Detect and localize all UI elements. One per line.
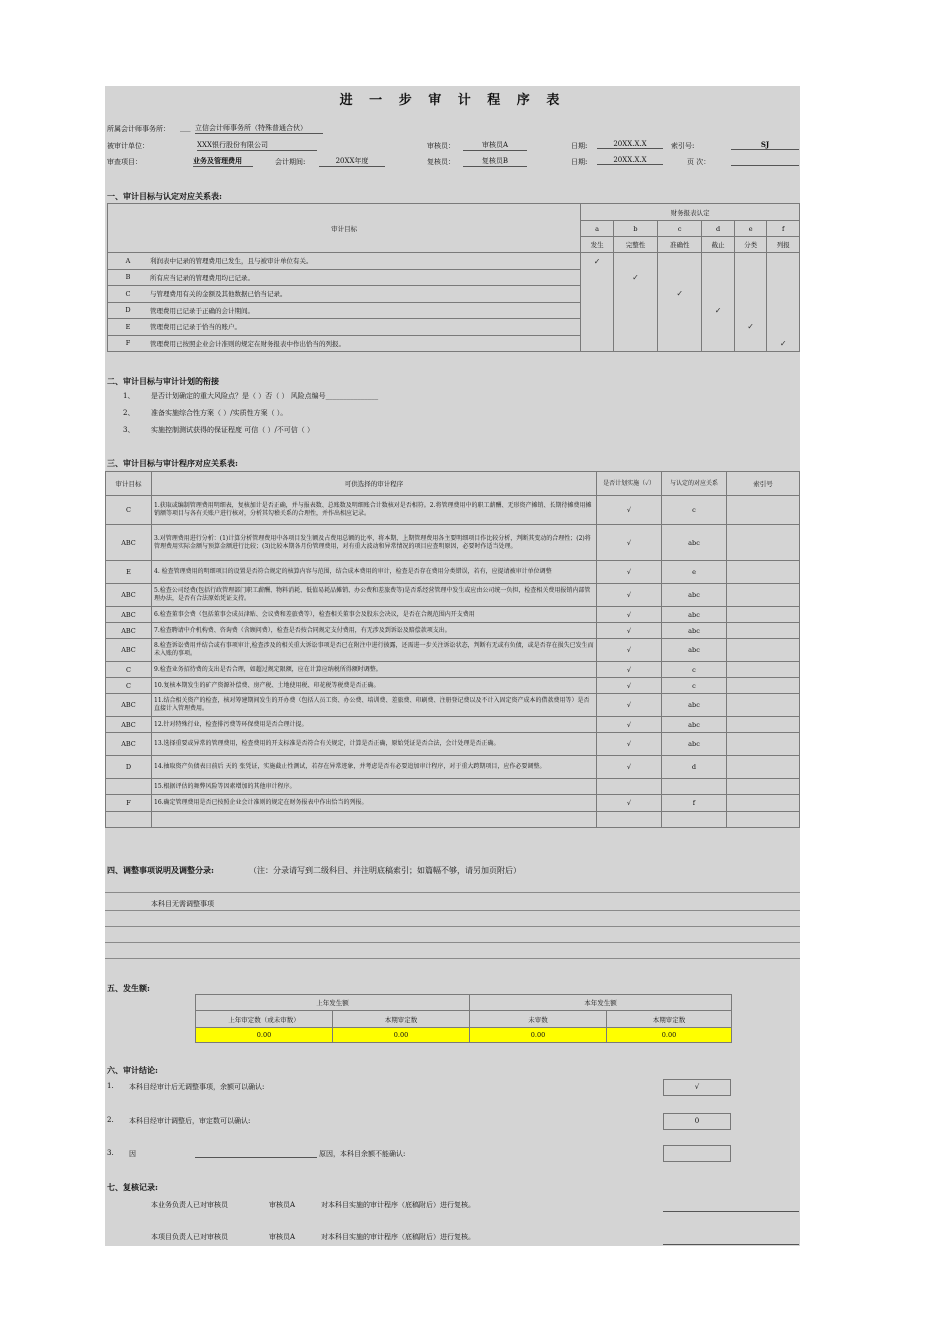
conclusion-2-num: 2.: [107, 1116, 114, 1124]
procedure-relation: c: [662, 678, 727, 694]
conclusion-1-num: 1.: [107, 1082, 114, 1090]
procedure-index: [727, 694, 800, 717]
procedure-text: 14.抽取资产负债表日前后 天的 张凭证，实施截止性测试，若存在异常迹象，并考虑是否有必要追加审计程序，对于重大跨期项目，应作必要调整。: [152, 756, 597, 779]
assertion-cell: [734, 335, 767, 352]
procedure-index: [727, 525, 800, 561]
check-icon: ✓: [702, 302, 735, 319]
procedure-planned: √: [597, 733, 662, 756]
assertion-cell: [658, 269, 702, 286]
procedure-text: 16.确定管理费用是否已按照企业会计准则的规定在财务报表中作出恰当的列报。: [152, 795, 597, 812]
review-2-sign-line[interactable]: [663, 1236, 799, 1245]
page-title: 进 一 步 审 计 程 序 表: [339, 93, 566, 108]
item-label: 审查项目：: [107, 158, 142, 166]
procedure-row: [106, 795, 800, 812]
procedure-text: 1.获取或编制管理费用明细表，复核加计是否正确，并与报表数、总账数及明细账合计数核对是否相符。2.将管理费用中的职工薪酬、无形资产摊销、长期待摊费用摊销额等项目与各有关账户进行核对，分析其勾稽关系的合理性，并作出相应记录。: [152, 496, 597, 525]
assertion-cell: [658, 253, 702, 270]
assertion-cell: [613, 286, 657, 303]
procedure-index: [727, 639, 800, 662]
procedure-goal: C: [106, 496, 152, 525]
goal-code: A: [108, 253, 149, 270]
procedure-text: 9.检查业务招待费的支出是否合理，如超过规定限额，应在计算应纳税所得额时调整。: [152, 662, 597, 678]
assert-name-b: 完整性: [613, 237, 657, 253]
assertion-cell: [702, 269, 735, 286]
procedure-planned: √: [597, 756, 662, 779]
procedure-goal: ABC: [106, 717, 152, 733]
assert-letter-e: e: [734, 221, 767, 237]
assertion-cell: [658, 319, 702, 336]
assertion-cell: [613, 335, 657, 352]
procedure-text: 3.对管理费用进行分析：(1)计算分析管理费用中各项目发生额及占费用总额的比率，将本期、上期管理费用各主要明细项目作比较分析，判断其变动的合理性；(2)将管理费用实际金额与预算金额进行比较；(3)比较本期各月份管理费用，对有重大波动和异常情况的项目应查明原因，必要时作适当处理。: [152, 525, 597, 561]
procedure-row: [106, 756, 800, 779]
col-current-audited-2: 本期审定数: [607, 1011, 732, 1028]
check-icon: ✓: [734, 319, 767, 336]
procedure-row: [106, 678, 800, 694]
procedure-relation: abc: [662, 694, 727, 717]
plan-item-num: 2、: [123, 409, 135, 417]
procedure-index: [727, 795, 800, 812]
procedure-text: 15.根据评估的舞弊风险等因素增加的其他审计程序。: [152, 779, 597, 795]
assertion-cell: [581, 302, 614, 319]
procedure-table: [105, 471, 800, 828]
client-value: XXX银行股份有限公司: [197, 140, 317, 151]
review-2-b: 审核员A: [269, 1233, 296, 1241]
procedure-index: [727, 717, 800, 733]
adj-line1: 本科目无需调整事项: [151, 900, 214, 908]
procedure-goal: C: [106, 662, 152, 678]
procedure-relation: e: [662, 561, 727, 584]
procedure-text: 13.选择重要或异常的管理费用，检查费用的开支标准是否符合有关规定，计算是否正确，原始凭证是否合法，会计处理是否正确。: [152, 733, 597, 756]
assertion-row: [108, 335, 800, 352]
procedure-text: 7.检查聘请中介机构费、咨询费（含顾问费），检查是否按合同规定支付费用，有无涉及到诉讼及赔偿款项支出。: [152, 623, 597, 639]
assert-name-d: 截止: [702, 237, 735, 253]
assertion-cell: [613, 302, 657, 319]
assert-name-f: 列报: [767, 237, 800, 253]
goal-text: 所有应当记录的管理费用均已记录。: [148, 269, 581, 286]
conclusion-3-num: 3.: [107, 1149, 114, 1157]
procedure-planned: √: [597, 496, 662, 525]
assert-name-a: 发生: [581, 237, 614, 253]
review-2-a: 本项目负责人已对审核员: [151, 1233, 228, 1241]
client-label: 被审计单位：: [107, 142, 149, 150]
value-prior-audited: 0.00: [196, 1028, 333, 1043]
procedure-goal: D: [106, 756, 152, 779]
value-unaudited: 0.00: [470, 1028, 607, 1043]
assertion-cell: [767, 269, 800, 286]
auditor-value: 审核员A: [463, 140, 527, 151]
assertion-cell: [658, 302, 702, 319]
assert-letter-a: a: [581, 221, 614, 237]
procedure-planned: √: [597, 607, 662, 623]
procedure-text: 10.复核本期发生的矿产资源补偿费、房产税、土地使用税、印花税等税费是否正确。: [152, 678, 597, 694]
goal-code: C: [108, 286, 149, 303]
date-label: 日期:: [571, 142, 588, 150]
col-planned: 是否计划实施（✓）: [597, 472, 662, 496]
procedure-index: [727, 779, 800, 795]
check-icon: ✓: [767, 335, 800, 352]
firm-value: 立信会计师事务所（特殊普通合伙）: [195, 123, 323, 134]
procedure-index: [727, 584, 800, 607]
assertion-table: [107, 203, 800, 352]
procedure-index: [727, 733, 800, 756]
procedure-planned: √: [597, 623, 662, 639]
plan-item-num: 1、: [123, 392, 135, 400]
procedure-row: [106, 607, 800, 623]
procedure-index: [727, 607, 800, 623]
conclusion-3-reason-line[interactable]: [195, 1148, 317, 1158]
date-label-2: 日期:: [571, 158, 588, 166]
assertion-row: [108, 286, 800, 303]
review-1-sign-line[interactable]: [663, 1203, 799, 1212]
conclusion-1-text: 本科目经审计后无调整事项，余额可以确认:: [129, 1083, 265, 1091]
procedure-row: [106, 525, 800, 561]
procedure-relation: abc: [662, 733, 727, 756]
procedure-index: [727, 561, 800, 584]
assert-name-e: 分类: [734, 237, 767, 253]
review-1-a: 本业务负责人已对审核员: [151, 1201, 228, 1209]
col-unaudited: 未审数: [470, 1011, 607, 1028]
procedure-planned: √: [597, 525, 662, 561]
amount-table: [195, 994, 732, 1043]
section2-title: 二、审计目标与审计计划的衔接: [107, 376, 219, 386]
procedure-planned: [597, 779, 662, 795]
procedure-row: [106, 639, 800, 662]
procedure-planned: √: [597, 717, 662, 733]
goal-text: 管理费用已记录于恰当的账户。: [148, 319, 581, 336]
assertion-cell: [581, 269, 614, 286]
assertion-cell: [734, 253, 767, 270]
section4-title: 四、调整事项说明及调整分录:: [107, 865, 214, 875]
assertion-row: [108, 269, 800, 286]
goal-text: 利润表中记录的管理费用已发生，且与被审计单位有关。: [148, 253, 581, 270]
assertion-row: [108, 319, 800, 336]
section1-title: 一、审计目标与认定对应关系表:: [107, 191, 222, 201]
procedure-row: [106, 584, 800, 607]
goal-code: F: [108, 335, 149, 352]
assert-letter-b: b: [613, 221, 657, 237]
goal-header: 审计目标: [108, 204, 581, 253]
procedure-text: [152, 812, 597, 828]
assertion-cell: [658, 335, 702, 352]
procedure-goal: ABC: [106, 639, 152, 662]
procedure-planned: √: [597, 639, 662, 662]
value-current-audited-2: 0.00: [607, 1028, 732, 1043]
assertion-cell: [767, 253, 800, 270]
assertion-row: [108, 253, 800, 270]
goal-text: 管理费用已按照企业会计准则的规定在财务报表中作出恰当的列报。: [148, 335, 581, 352]
col-procedure: 可供选择的审计程序: [152, 472, 597, 496]
assertion-cell: [581, 319, 614, 336]
procedure-row: [106, 733, 800, 756]
procedure-relation: abc: [662, 525, 727, 561]
reviewer-value: 复核员B: [463, 156, 527, 167]
procedure-goal: ABC: [106, 607, 152, 623]
col-prior-audited: 上年审定数（或未审数）: [196, 1011, 333, 1028]
adj-line: [105, 910, 800, 911]
assert-name-c: 准确性: [658, 237, 702, 253]
procedure-planned: √: [597, 662, 662, 678]
firm-prefix: ___: [180, 124, 191, 132]
assertion-cell: [581, 286, 614, 303]
procedure-goal: C: [106, 678, 152, 694]
procedure-relation: abc: [662, 607, 727, 623]
procedure-text: 4. 检查管理费用的明细项目的设置是否符合规定的核算内容与范围，结合成本费用的审计，检查是否存在费用分类错误，若有，应提请被审计单位调整: [152, 561, 597, 584]
procedure-planned: [597, 812, 662, 828]
goal-code: E: [108, 319, 149, 336]
conclusion-2-box[interactable]: 0: [663, 1113, 731, 1130]
procedure-row: [106, 694, 800, 717]
auditor-label: 审核员：: [427, 142, 455, 150]
procedure-row: [106, 779, 800, 795]
conclusion-1-box[interactable]: √: [663, 1079, 731, 1096]
item-value: 业务及管理费用: [193, 156, 253, 167]
reviewer-label: 复核员：: [427, 158, 455, 166]
procedure-row: [106, 623, 800, 639]
procedure-relation: [662, 812, 727, 828]
col-relation: 与认定的对应关系: [662, 472, 727, 496]
assertion-cell: [702, 319, 735, 336]
assertion-cell: [702, 286, 735, 303]
section7-title: 七、复核记录:: [107, 1182, 158, 1192]
procedure-goal: ABC: [106, 694, 152, 717]
col-current-audited-1: 本期审定数: [333, 1011, 470, 1028]
review-1-c: 对本科目实施的审计程序（底稿附后）进行复核。: [321, 1201, 475, 1209]
assertion-cell: [702, 253, 735, 270]
procedure-goal: [106, 779, 152, 795]
goal-code: D: [108, 302, 149, 319]
goal-code: B: [108, 269, 149, 286]
procedure-relation: [662, 779, 727, 795]
section5-title: 五、发生额:: [107, 983, 150, 993]
review-1-b: 审核员A: [269, 1201, 296, 1209]
assertion-cell: [581, 335, 614, 352]
procedure-relation: abc: [662, 584, 727, 607]
procedure-text: 6.检查董事会费（包括董事会成员津贴、会议费和差旅费等），检查相关董事会及股东会决议，是否在合规范围内开支费用: [152, 607, 597, 623]
assert-letter-c: c: [658, 221, 702, 237]
procedure-planned: √: [597, 678, 662, 694]
adj-line: [105, 942, 800, 943]
adj-line: [105, 958, 800, 959]
procedure-row: [106, 496, 800, 525]
goal-text: 管理费用已记录于正确的会计期间。: [148, 302, 581, 319]
index-value: SJ: [731, 140, 799, 150]
plan-item-text: 是否计划确定的重大风险点？是（ ）否（ ） 风险点编号_______________: [151, 392, 379, 400]
procedure-row: [106, 812, 800, 828]
conclusion-3-text-b: 原因，本科目余额不能确认:: [319, 1150, 406, 1158]
adj-line: [105, 892, 800, 893]
assertion-cell: [767, 286, 800, 303]
procedure-text: 5.检查公司经费(包括行政管理部门职工薪酬、物料消耗、低值易耗品摊销、办公费和差旅费等)是否系经营管理中发生或应由公司统一负担，检查相关费用报销内部管理办法，是否有合法原始凭证支持。: [152, 584, 597, 607]
conclusion-2-text: 本科目经审计调整后，审定数可以确认:: [129, 1117, 251, 1125]
plan-item-text: 实施控制测试获得的保证程度 可信（ ）/不可信（ ）: [151, 426, 315, 434]
procedure-planned: √: [597, 561, 662, 584]
procedure-index: [727, 678, 800, 694]
period-label: 会计期间:: [275, 158, 306, 166]
procedure-row: [106, 717, 800, 733]
assertion-cell: [734, 286, 767, 303]
section3-title: 三、审计目标与审计程序对应关系表:: [107, 458, 238, 468]
check-icon: ✓: [581, 253, 614, 270]
review-2-c: 对本科目实施的审计程序（底稿附后）进行复核。: [321, 1233, 475, 1241]
assertion-cell: [734, 269, 767, 286]
group-prior-year: 上年发生额: [196, 995, 470, 1011]
plan-item-num: 3、: [123, 426, 135, 434]
assertion-row: [108, 302, 800, 319]
col-index: 索引号: [727, 472, 800, 496]
procedure-index: [727, 496, 800, 525]
procedure-relation: abc: [662, 717, 727, 733]
procedure-relation: d: [662, 756, 727, 779]
page-label: 页 次：: [687, 158, 711, 166]
procedure-text: 12.针对特殊行业，检查排污费等环保费用是否合理计提。: [152, 717, 597, 733]
procedure-goal: F: [106, 795, 152, 812]
check-icon: ✓: [658, 286, 702, 303]
assertion-cell: [767, 302, 800, 319]
procedure-goal: ABC: [106, 623, 152, 639]
assertion-cell: [613, 319, 657, 336]
procedure-planned: √: [597, 795, 662, 812]
section4-note: （注：分录请写到二级科目、并注明底稿索引；如篇幅不够，请另加页附后）: [249, 866, 521, 875]
conclusion-3-text-a: 因: [129, 1150, 136, 1158]
procedure-row: [106, 662, 800, 678]
procedure-relation: f: [662, 795, 727, 812]
procedure-index: [727, 623, 800, 639]
procedure-relation: c: [662, 662, 727, 678]
col-goal: 审计目标: [106, 472, 152, 496]
procedure-relation: abc: [662, 639, 727, 662]
firm-label: 所属会计师事务所：: [107, 125, 170, 133]
procedure-goal: E: [106, 561, 152, 584]
section6-title: 六、审计结论:: [107, 1065, 158, 1075]
procedure-goal: ABC: [106, 584, 152, 607]
procedure-planned: √: [597, 694, 662, 717]
procedure-goal: ABC: [106, 525, 152, 561]
procedure-index: [727, 812, 800, 828]
index-label: 索引号:: [671, 142, 695, 150]
date2-value: 20XX.X.X: [597, 156, 663, 165]
assertion-cell: [767, 319, 800, 336]
plan-item-text: 准备实施综合性方案（ ）/实质性方案（ ）。: [151, 409, 288, 417]
assertion-cell: [734, 302, 767, 319]
group-current-year: 本年发生额: [470, 995, 732, 1011]
procedure-planned: √: [597, 584, 662, 607]
assertion-cell: [702, 335, 735, 352]
procedure-goal: ABC: [106, 733, 152, 756]
assert-letter-f: f: [767, 221, 800, 237]
period-value: 20XX年度: [319, 156, 385, 167]
procedure-text: 8.检查诉讼费用并结合或有事项审计,检查涉及的相关重大诉讼事项是否已在附注中进行披露，还需进一步关注诉讼状态，判断有无或有负债，或是否存在损失已发生而未入账的事项。: [152, 639, 597, 662]
date1-value: 20XX.X.X: [597, 140, 663, 149]
assert-letter-d: d: [702, 221, 735, 237]
assert-header: 财务报表认定: [581, 204, 800, 221]
procedure-row: [106, 561, 800, 584]
procedure-index: [727, 756, 800, 779]
procedure-relation: abc: [662, 623, 727, 639]
procedure-text: 11.结合相关资产的检查，核对筹建期间发生的开办费（包括人员工资、办公费、培训费、差旅费、印刷费、注册登记费以及不计入固定资产成本的借款费用等）是否直接计入管理费用。: [152, 694, 597, 717]
goal-text: 与管理费用有关的金额及其他数据已恰当记录。: [148, 286, 581, 303]
procedure-index: [727, 662, 800, 678]
procedure-goal: [106, 812, 152, 828]
assertion-cell: [613, 253, 657, 270]
check-icon: ✓: [613, 269, 657, 286]
audit-sheet: [105, 86, 800, 1246]
conclusion-3-box[interactable]: [663, 1145, 731, 1162]
value-current-audited-1: 0.00: [333, 1028, 470, 1043]
procedure-relation: c: [662, 496, 727, 525]
page-value-line: [731, 156, 799, 166]
adj-line: [105, 926, 800, 927]
